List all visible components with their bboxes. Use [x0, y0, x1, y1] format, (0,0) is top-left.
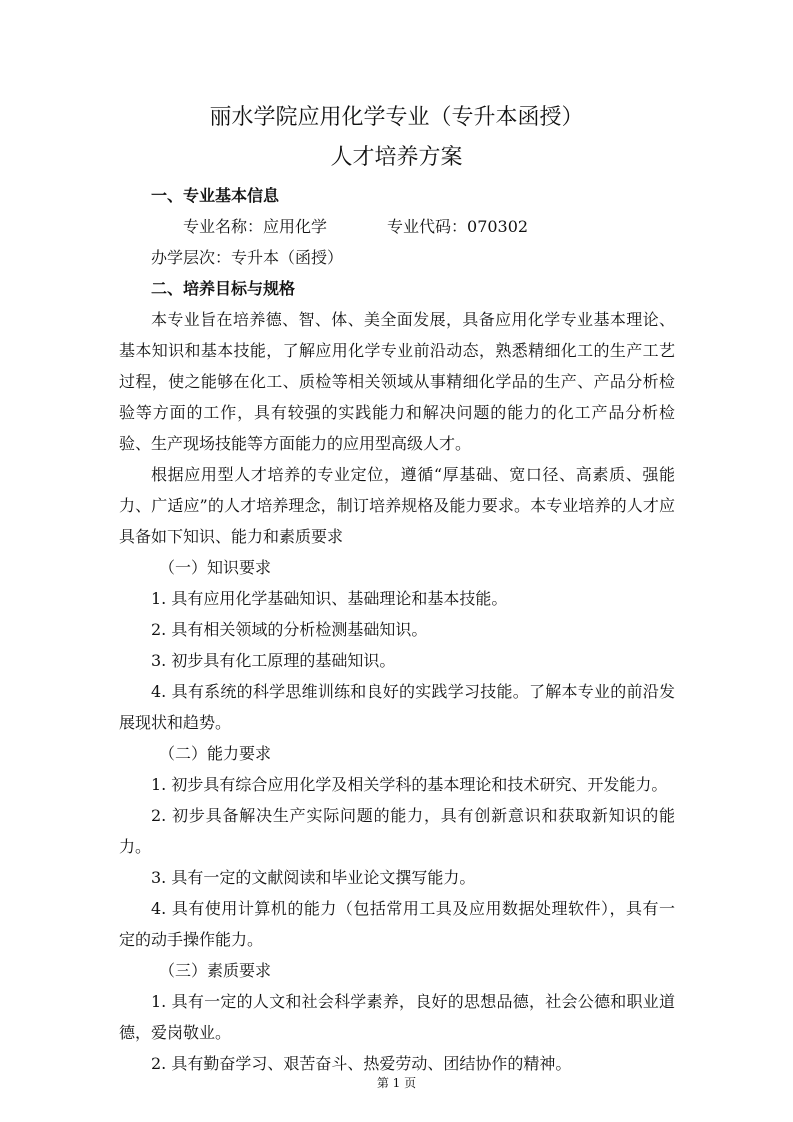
subsection-heading-ability: （二）能力要求 — [159, 744, 272, 763]
major-code: 专业代码：070302 — [387, 217, 529, 236]
list-item: 1. 具有一定的人文和社会科学素养，良好的思想品德，社会公德和职业道德，爱岗敬业。 — [119, 992, 675, 1042]
paragraph: 根据应用型人才培养的专业定位，遵循“厚基础、宽口径、高素质、强能力、广适应”的人才培养理念，制订培养规格及能力要求。本专业培养的人才应具备如下知识、能力和素质要求 — [119, 465, 675, 546]
paragraph: 本专业旨在培养德、智、体、美全面发展，具备应用化学专业基本理论、基本知识和基本技能，了解应用化学专业前沿动态，熟悉精细化工的生产工艺过程，使之能够在化工、质检等相关领域从事精细化学品的生产、产品分析检验等方面的工作，具有较强的实践能力和解决问题的能力的化工产品分析检验、生产现场技能等方面能力的应用型高级人才。 — [119, 310, 675, 453]
list-item: 2. 具有勤奋学习、艰苦奋斗、热爱劳动、团结协作的精神。 — [151, 1054, 572, 1073]
list-item: 1. 初步具有综合应用化学及相关学科的基本理论和技术研究、开发能力。 — [151, 775, 668, 794]
list-item: 4. 具有系统的科学思维训练和良好的实践学习技能。了解本专业的前沿发展现状和趋势。 — [119, 682, 675, 732]
subsection-heading-knowledge: （一）知识要求 — [159, 558, 272, 577]
list-item: 4. 具有使用计算机的能力（包括常用工具及应用数据处理软件），具有一定的动手操作能力。 — [119, 899, 675, 949]
document-body — [119, 180, 675, 1079]
section-heading-basic-info: 一、专业基本信息 — [151, 186, 280, 205]
basic-info-row — [119, 211, 675, 273]
list-item: 2. 初步具备解决生产实际问题的能力，具有创新意识和获取新知识的能力。 — [119, 806, 675, 856]
document-title: 丽水学院应用化学专业（专升本函授） — [209, 105, 584, 130]
education-level: 办学层次：专升本（函授） — [151, 248, 344, 267]
list-item: 1. 具有应用化学基础知识、基础理论和基本技能。 — [151, 589, 508, 608]
list-item: 2. 具有相关领域的分析检测基础知识。 — [151, 620, 428, 639]
list-item: 3. 具有一定的文献阅读和毕业论文撰写能力。 — [151, 868, 476, 887]
subsection-heading-quality: （三）素质要求 — [159, 961, 272, 980]
document-subtitle: 人才培养方案 — [330, 145, 463, 170]
major-name: 专业名称：应用化学 — [183, 217, 328, 236]
page-number: 第 1 页 — [376, 1076, 417, 1090]
section-heading-objectives: 二、培养目标与规格 — [151, 279, 296, 298]
list-item: 3. 初步具有化工原理的基础知识。 — [151, 651, 396, 670]
